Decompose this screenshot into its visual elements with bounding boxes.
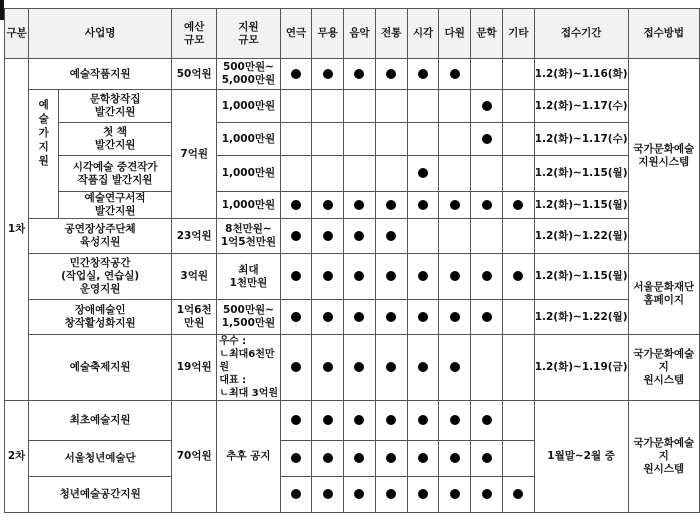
participation-dot [386,200,396,210]
participation-dot [354,489,364,499]
genre-cell-music [344,441,376,477]
genre-cell-dance [312,401,344,441]
group-vertical-text: 예술가지원 [38,99,49,167]
table-row [5,300,700,335]
participation-dot [323,69,333,79]
table-row [5,123,700,156]
participation-dot [291,415,301,425]
genre-cell-multi [439,192,471,219]
genre-cell-theater [280,156,312,192]
program-name: 민간창작공간 (작업실, 연습실) 운영지원 [29,254,172,300]
genre-cell-multi [439,300,471,335]
participation-dot [291,312,301,322]
table-row [5,192,700,219]
participation-dot [354,453,364,463]
genre-cell-visual [407,192,439,219]
genre-cell-literature [471,335,503,401]
method-cell-sfac-homepage: 서울문화재단 홈페이지 [628,254,700,335]
program-name: 예술작품지원 [29,59,172,90]
genre-cell-dance [312,300,344,335]
participation-dot [354,312,364,322]
period-cell: 1.2(화)~1.15(월) [534,254,628,300]
genre-cell-dance [312,123,344,156]
budget-cell: 7억원 [172,90,217,219]
genre-cell-music [344,192,376,219]
participation-dot [482,312,492,322]
genre-cell-literature [471,441,503,477]
genre-cell-other [502,123,534,156]
participation-dot [418,453,428,463]
table-row [5,59,700,90]
genre-cell-literature [471,123,503,156]
participation-dot [354,415,364,425]
participation-dot [513,489,523,499]
genre-cell-other [502,254,534,300]
genre-cell-traditional [375,477,407,513]
genre-cell-multi [439,90,471,123]
genre-cell-literature [471,254,503,300]
genre-cell-theater [280,59,312,90]
genre-cell-music [344,156,376,192]
header-project: 사업명 [29,9,172,59]
program-name: 최초예술지원 [29,401,172,441]
support-cell: 1,000만원 [217,90,280,123]
participation-dot [450,69,460,79]
participation-dot [482,271,492,281]
genre-cell-other [502,401,534,441]
participation-dot [482,415,492,425]
method-cell-arts-council-b: 국가문화예술지 원시스템 [628,335,700,401]
participation-dot [323,362,333,372]
genre-cell-visual [407,123,439,156]
table-row [5,401,700,441]
genre-cell-theater [280,300,312,335]
genre-cell-music [344,401,376,441]
budget-cell: 50억원 [172,59,217,90]
genre-cell-multi [439,59,471,90]
participation-dot [418,489,428,499]
program-name: 장애예술인 창작활성화지원 [29,300,172,335]
genre-cell-dance [312,254,344,300]
genre-cell-dance [312,192,344,219]
support-program-table [4,8,700,513]
support-cell: 500만원~ 1,500만원 [217,300,280,335]
participation-dot [450,415,460,425]
participation-dot [513,271,523,281]
genre-cell-literature [471,477,503,513]
genre-cell-theater [280,254,312,300]
genre-cell-other [502,219,534,254]
genre-cell-traditional [375,123,407,156]
participation-dot [323,489,333,499]
program-name: 청년예술공간지원 [29,477,172,513]
participation-dot [291,271,301,281]
participation-dot [450,200,460,210]
participation-dot [354,271,364,281]
header-genre-theater: 연극 [280,9,312,59]
table-row [5,90,700,123]
genre-cell-literature [471,219,503,254]
genre-cell-theater [280,192,312,219]
participation-dot [354,69,364,79]
genre-cell-literature [471,90,503,123]
participation-dot [418,362,428,372]
genre-cell-multi [439,156,471,192]
genre-cell-literature [471,59,503,90]
genre-cell-visual [407,219,439,254]
header-genre-multi: 다원 [439,9,471,59]
period-cell: 1.2(화)~1.22(월) [534,219,628,254]
genre-cell-traditional [375,335,407,401]
genre-cell-literature [471,300,503,335]
participation-dot [291,69,301,79]
genre-cell-music [344,123,376,156]
header-genre-literature: 문학 [471,9,503,59]
genre-cell-music [344,477,376,513]
genre-cell-traditional [375,219,407,254]
participation-dot [418,271,428,281]
method-cell-arts-council: 국가문화예술 지원시스템 [628,59,700,254]
genre-cell-multi [439,254,471,300]
participation-dot [386,312,396,322]
genre-cell-other [502,156,534,192]
genre-cell-theater [280,219,312,254]
table-row [5,335,700,401]
support-cell: 1,000만원 [217,123,280,156]
support-cell: 8천만원~ 1억5천만원 [217,219,280,254]
genre-cell-other [502,90,534,123]
genre-cell-multi [439,123,471,156]
header-genre-visual: 시각 [407,9,439,59]
period-cell: 1.2(화)~1.15(월) [534,192,628,219]
budget-cell: 70억원 [172,401,217,513]
participation-dot [354,362,364,372]
genre-cell-other [502,59,534,90]
genre-cell-dance [312,59,344,90]
genre-cell-other [502,335,534,401]
genre-cell-other [502,477,534,513]
participation-dot [418,415,428,425]
participation-dot [291,453,301,463]
participation-dot [323,231,333,241]
participation-dot [450,271,460,281]
period-cell: 1.2(화)~1.19(금) [534,335,628,401]
header-category: 구분 [5,9,29,59]
genre-cell-literature [471,156,503,192]
participation-dot [450,312,460,322]
participation-dot [323,312,333,322]
method-cell-arts-council-c: 국가문화예술지 원시스템 [628,401,700,513]
genre-cell-traditional [375,401,407,441]
support-cell: 500만원~ 5,000만원 [217,59,280,90]
genre-cell-traditional [375,59,407,90]
participation-dot [386,231,396,241]
genre-cell-multi [439,335,471,401]
support-cell: 최대 1천만원 [217,254,280,300]
header-genre-other: 기타 [502,9,534,59]
genre-cell-multi [439,441,471,477]
budget-cell: 1억6천 만원 [172,300,217,335]
participation-dot [323,271,333,281]
genre-cell-other [502,441,534,477]
genre-cell-music [344,219,376,254]
header-genre-dance: 무용 [312,9,344,59]
header-period: 접수기간 [534,9,628,59]
program-name: 서울청년예술단 [29,441,172,477]
table-row [5,254,700,300]
genre-cell-traditional [375,441,407,477]
participation-dot [482,489,492,499]
participation-dot [482,101,492,111]
genre-cell-music [344,300,376,335]
genre-cell-traditional [375,192,407,219]
participation-dot [291,200,301,210]
header-budget: 예산 규모 [172,9,217,59]
participation-dot [386,415,396,425]
participation-dot [418,200,428,210]
genre-cell-dance [312,219,344,254]
genre-cell-dance [312,477,344,513]
participation-dot [418,312,428,322]
round-2-label: 2차 [5,401,29,513]
participation-dot [291,362,301,372]
genre-cell-dance [312,441,344,477]
genre-cell-theater [280,401,312,441]
period-cell: 1.2(화)~1.17(수) [534,123,628,156]
genre-cell-theater [280,123,312,156]
genre-cell-literature [471,192,503,219]
period-cell: 1월말~2월 중 [534,401,628,513]
participation-dot [323,453,333,463]
genre-cell-dance [312,156,344,192]
participation-dot [354,231,364,241]
genre-cell-theater [280,335,312,401]
participation-dot [291,489,301,499]
support-cell: 우수 : ㄴ최대6천만원 대표 : ㄴ최대 3억원 [217,335,280,401]
genre-cell-multi [439,401,471,441]
header-support: 지원 규모 [217,9,280,59]
participation-dot [450,453,460,463]
period-cell: 1.2(화)~1.17(수) [534,90,628,123]
genre-cell-visual [407,156,439,192]
budget-cell: 19억원 [172,335,217,401]
participation-dot [418,168,428,178]
genre-cell-music [344,59,376,90]
participation-dot [482,453,492,463]
genre-cell-theater [280,441,312,477]
participation-dot [482,200,492,210]
program-name: 시각예술 중견작가 작품집 발간지원 [59,156,172,192]
header-method: 접수방법 [628,9,700,59]
genre-cell-dance [312,335,344,401]
participation-dot [482,134,492,144]
program-name: 예술축제지원 [29,335,172,401]
program-name: 첫 책 발간지원 [59,123,172,156]
genre-cell-visual [407,477,439,513]
genre-cell-traditional [375,156,407,192]
participation-dot [323,415,333,425]
art-creation-group-label [29,90,59,219]
genre-cell-visual [407,401,439,441]
header-genre-traditional: 전통 [375,9,407,59]
genre-cell-music [344,335,376,401]
genre-cell-other [502,300,534,335]
participation-dot [386,362,396,372]
period-cell: 1.2(화)~1.16(화) [534,59,628,90]
genre-cell-traditional [375,254,407,300]
genre-cell-music [344,90,376,123]
participation-dot [354,200,364,210]
genre-cell-multi [439,219,471,254]
genre-cell-traditional [375,90,407,123]
participation-dot [386,453,396,463]
genre-cell-traditional [375,300,407,335]
support-cell: 1,000만원 [217,156,280,192]
period-cell: 1.2(화)~1.22(월) [534,300,628,335]
genre-cell-literature [471,401,503,441]
genre-cell-multi [439,477,471,513]
table-row [5,156,700,192]
genre-cell-music [344,254,376,300]
budget-cell: 23억원 [172,219,217,254]
participation-dot [386,69,396,79]
genre-cell-visual [407,335,439,401]
participation-dot [418,69,428,79]
participation-dot [513,200,523,210]
support-cell: 1,000만원 [217,192,280,219]
support-cell: 추후 공지 [217,401,280,513]
genre-cell-visual [407,254,439,300]
program-name: 공연장상주단체 육성지원 [29,219,172,254]
program-name: 예술연구서적 발간지원 [59,192,172,219]
genre-cell-theater [280,90,312,123]
participation-dot [450,489,460,499]
genre-cell-visual [407,300,439,335]
period-cell: 1.2(화)~1.15(월) [534,156,628,192]
genre-cell-theater [280,477,312,513]
budget-cell: 3억원 [172,254,217,300]
program-name: 문학창작집 발간지원 [59,90,172,123]
genre-cell-other [502,192,534,219]
participation-dot [386,489,396,499]
participation-dot [323,200,333,210]
table-row [5,219,700,254]
genre-cell-visual [407,59,439,90]
round-1-label: 1차 [5,59,29,401]
participation-dot [291,231,301,241]
genre-cell-dance [312,90,344,123]
genre-cell-visual [407,441,439,477]
participation-dot [386,271,396,281]
header-genre-music: 음악 [344,9,376,59]
genre-cell-visual [407,90,439,123]
participation-dot [450,362,460,372]
